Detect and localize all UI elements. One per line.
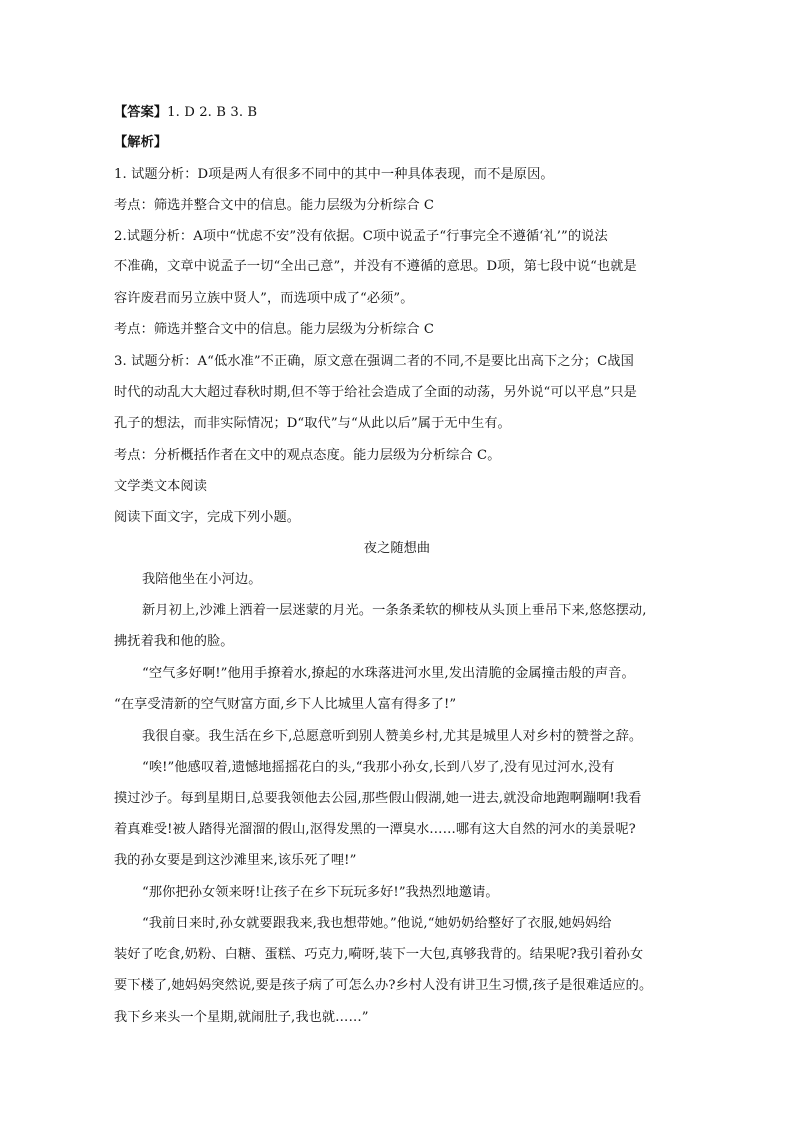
q2-analysis-line-2: 不准确，文章中说孟子一切“全出己意”，并没有不遵循的意思。D项，第七段中说“也就是 bbox=[114, 259, 637, 274]
answer-line bbox=[114, 104, 257, 122]
q3-analysis-line-3: 孔子的想法，而非实际情况；D“取代”与“从此以后”属于无中生有。 bbox=[114, 416, 511, 431]
analysis-heading: 【解析】 bbox=[114, 135, 168, 150]
essay-paragraph-line: 拂抚着我和他的脸。 bbox=[114, 634, 234, 649]
essay-paragraph-line: 装好了吃食,奶粉、白糖、蛋糕、巧克力,嗬呀,装下一大包,真够我背的。结果呢?我引着孙女 bbox=[114, 947, 644, 962]
q1-kaodian: 考点：筛选并整合文中的信息。能力层级为分析综合 C bbox=[114, 198, 435, 213]
q2-analysis-line-1: 2.试题分析：A项中“忧虑不安”没有依据。C项中说孟子“行事完全不遵循‘礼’”的说法 bbox=[114, 229, 608, 244]
essay-paragraph-line: “那你把孙女领来呀!让孩子在乡下玩玩多好!”我热烈地邀请。 bbox=[142, 885, 499, 900]
essay-paragraph-line: 新月初上,沙滩上洒着一层迷蒙的月光。一条条柔软的柳枝从头顶上垂吊下来,悠悠摆动, bbox=[142, 603, 647, 618]
essay-paragraph-line: “我前日来时,孙女就要跟我来,我也想带她。”他说,“她奶奶给整好了衣服,她妈妈给 bbox=[142, 916, 612, 931]
essay-paragraph-line: 我很自豪。我生活在乡下,总愿意听到别人赞美乡村,尤其是城里人对乡村的赞誉之辞。 bbox=[142, 729, 643, 744]
essay-title: 夜之随想曲 bbox=[363, 541, 431, 556]
q3-analysis-line-1: 3. 试题分析：A“低水准”不正确，原文意在强调二者的不同,不是要比出高下之分；C战国 bbox=[114, 354, 634, 369]
answer-label: 【答案】 bbox=[114, 105, 168, 120]
q3-kaodian: 考点：分析概括作者在文中的观点态度。能力层级为分析综合 C。 bbox=[114, 448, 501, 463]
essay-paragraph-line: “唉!”他感叹着,遗憾地摇摇花白的头,“我那小孙女,长到八岁了,没有见过河水,没有 bbox=[142, 760, 615, 775]
essay-paragraph-line: 摸过沙子。每到星期日,总要我领他去公园,那些假山假湖,她一进去,就没命地跑啊蹦啊!我看 bbox=[114, 791, 642, 806]
essay-paragraph-line: 我的孙女要是到这沙滩里来,该乐死了哩!” bbox=[114, 853, 357, 868]
essay-paragraph-line: “空气多好啊!”他用手撩着水,撩起的水珠落进河水里,发出清脆的金属撞击般的声音。 bbox=[142, 666, 635, 681]
reading-instruction: 阅读下面文字，完成下列小题。 bbox=[114, 510, 301, 525]
answer-values: 1. D 2. B 3. B bbox=[167, 105, 258, 120]
q2-kaodian: 考点：筛选并整合文中的信息。能力层级为分析综合 C bbox=[114, 322, 435, 337]
essay-paragraph-line: “在享受清新的空气财富方面,乡下人比城里人富有得多了!” bbox=[114, 697, 457, 712]
q2-analysis-line-3: 容许废君而另立族中贤人”，而选项中成了“必须”。 bbox=[114, 291, 414, 306]
essay-paragraph-line: 我下乡来头一个星期,就闹肚子,我也就……” bbox=[114, 1010, 369, 1025]
q3-analysis-line-2: 时代的动乱大大超过春秋时期,但不等于给社会造成了全面的动荡，另外说“可以平息”只是 bbox=[114, 385, 637, 400]
essay-paragraph-line: 着真难受!被人踏得光溜溜的假山,沤得发黑的一潭臭水……哪有这大自然的河水的美景呢? bbox=[114, 822, 636, 837]
essay-paragraph-line: 要下楼了,她妈妈突然说,要是孩子病了可怎么办?乡村人没有讲卫生习惯,孩子是很难适应的。 bbox=[114, 978, 653, 993]
q1-analysis: 1. 试题分析：D项是两人有很多不同中的其中一种具体表现，而不是原因。 bbox=[114, 167, 554, 182]
section-title: 文学类文本阅读 bbox=[114, 479, 208, 494]
essay-paragraph-line: 我陪他坐在小河边。 bbox=[142, 572, 262, 587]
